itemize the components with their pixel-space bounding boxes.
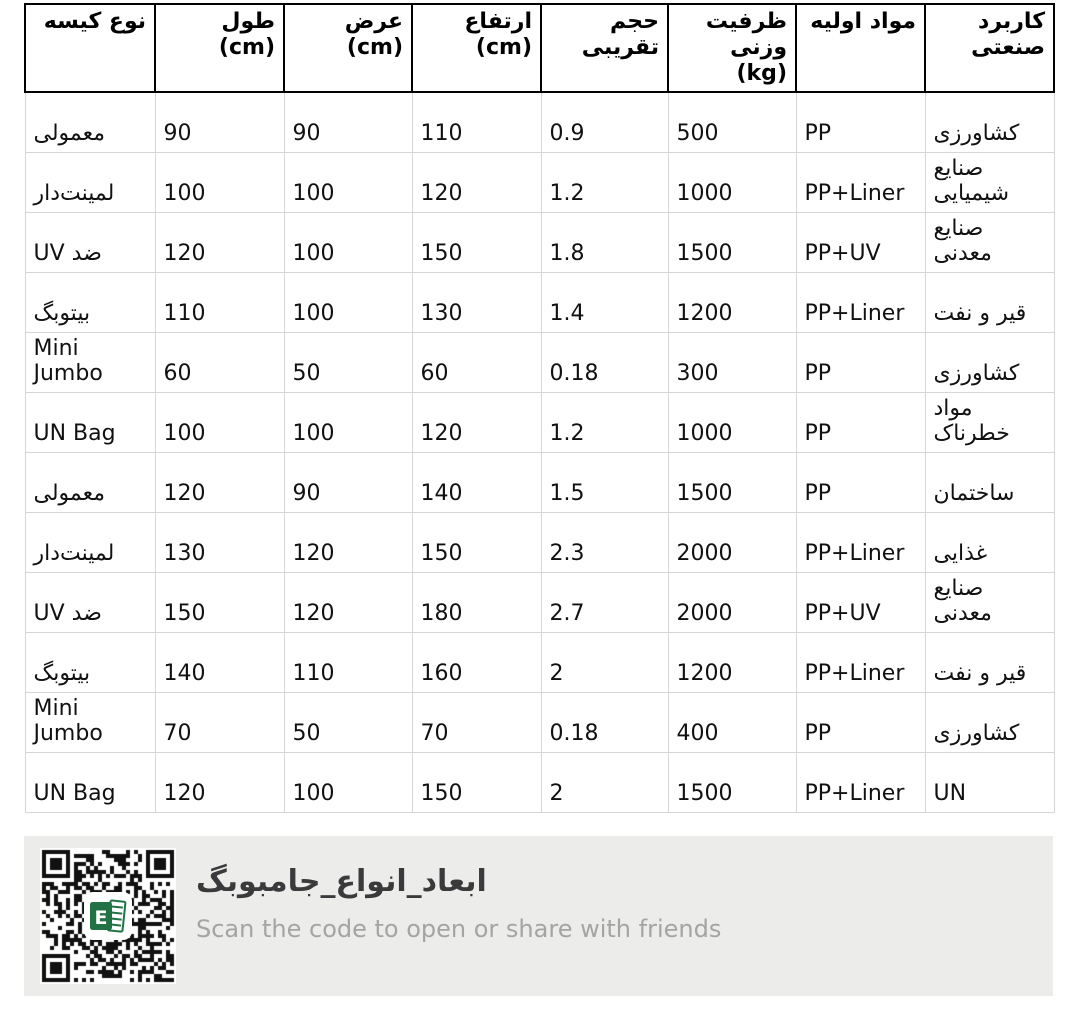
table-cell: 120 (155, 212, 284, 272)
header-cell-height-cm: ارتفاع (cm) (412, 4, 541, 92)
table-cell: 1500 (668, 212, 796, 272)
table-cell: 2.3 (541, 512, 668, 572)
table-cell: PP+UV (796, 212, 925, 272)
table-cell: لمینت‌دار (25, 152, 155, 212)
table-cell: 130 (155, 512, 284, 572)
table-cell: 120 (412, 392, 541, 452)
table-cell: 160 (412, 632, 541, 692)
svg-text:E: E (94, 907, 108, 929)
table-cell: 2000 (668, 512, 796, 572)
table-cell: 50 (284, 332, 412, 392)
table-row (25, 512, 1054, 572)
table-cell: 1500 (668, 752, 796, 812)
table-cell: 70 (412, 692, 541, 752)
table-cell: UN Bag (25, 752, 155, 812)
table-row (25, 152, 1054, 212)
table-cell: 70 (155, 692, 284, 752)
table-cell: قیر و نفت (925, 272, 1054, 332)
table-cell: PP+Liner (796, 512, 925, 572)
table-cell: 90 (284, 452, 412, 512)
table-cell: UN Bag (25, 392, 155, 452)
table-cell: معمولی (25, 92, 155, 152)
footer-subtitle: Scan the code to open or share with friends (196, 915, 722, 943)
table-cell: کشاورزی (925, 92, 1054, 152)
table-cell: 60 (412, 332, 541, 392)
table-row (25, 752, 1054, 812)
table-row (25, 572, 1054, 632)
table-row (25, 392, 1054, 452)
table-cell: 1.5 (541, 452, 668, 512)
header-cell-length-cm: طول (cm) (155, 4, 284, 92)
table-cell: 120 (155, 752, 284, 812)
table-cell: 0.9 (541, 92, 668, 152)
table-cell: 1.4 (541, 272, 668, 332)
table-cell: 90 (155, 92, 284, 152)
table-cell: 180 (412, 572, 541, 632)
header-cell-approx-volume: حجم تقریبی (541, 4, 668, 92)
table-cell: 1000 (668, 392, 796, 452)
table-cell: 110 (284, 632, 412, 692)
table-row (25, 272, 1054, 332)
table-cell: 300 (668, 332, 796, 392)
header-cell-weight-capacity: ظرفیت وزنی (kg) (668, 4, 796, 92)
table-cell: 2 (541, 752, 668, 812)
table-cell: 0.18 (541, 332, 668, 392)
table-cell: 100 (284, 752, 412, 812)
table-cell: PP (796, 452, 925, 512)
header-cell-bag-type: نوع کیسه (25, 4, 155, 92)
table-row (25, 212, 1054, 272)
table-cell: 500 (668, 92, 796, 152)
table-cell: مواد خطرناک (925, 392, 1054, 452)
table-cell: کشاورزی (925, 332, 1054, 392)
table-cell: 2000 (668, 572, 796, 632)
table-cell: 140 (155, 632, 284, 692)
table-cell: 120 (284, 572, 412, 632)
table-cell: 110 (412, 92, 541, 152)
table-cell: ضد UV (25, 212, 155, 272)
header-cell-width-cm: عرض (cm) (284, 4, 412, 92)
table-cell: 1.8 (541, 212, 668, 272)
table-cell: لمینت‌دار (25, 512, 155, 572)
table-header-row (25, 4, 1054, 92)
table-cell: PP (796, 392, 925, 452)
header-cell-raw-material: مواد اولیه (796, 4, 925, 92)
table-row (25, 92, 1054, 152)
table-cell: 60 (155, 332, 284, 392)
table-cell: 1000 (668, 152, 796, 212)
table-cell: PP+Liner (796, 272, 925, 332)
excel-logo-icon (84, 892, 132, 940)
table-cell: 150 (155, 572, 284, 632)
table-cell: 100 (284, 212, 412, 272)
table-cell: ساختمان (925, 452, 1054, 512)
table-cell: 100 (284, 272, 412, 332)
table-cell: UN (925, 752, 1054, 812)
table-cell: 150 (412, 212, 541, 272)
table-cell: 2.7 (541, 572, 668, 632)
table-cell: 100 (284, 152, 412, 212)
table-cell: Mini Jumbo (25, 332, 155, 392)
table-cell: صنایع معدنی (925, 212, 1054, 272)
table-cell: کشاورزی (925, 692, 1054, 752)
table-cell: 150 (412, 752, 541, 812)
table-cell: معمولی (25, 452, 155, 512)
table-cell: 1500 (668, 452, 796, 512)
table-cell: 120 (284, 512, 412, 572)
table-cell: غذایی (925, 512, 1054, 572)
table-cell: 400 (668, 692, 796, 752)
table-row (25, 632, 1054, 692)
table-cell: Mini Jumbo (25, 692, 155, 752)
table-cell: قیر و نفت (925, 632, 1054, 692)
table-cell: 140 (412, 452, 541, 512)
table-cell: PP+Liner (796, 632, 925, 692)
table-cell: 100 (155, 392, 284, 452)
table-cell: 2 (541, 632, 668, 692)
table-cell: PP (796, 692, 925, 752)
table-cell: 110 (155, 272, 284, 332)
table-cell: PP+Liner (796, 752, 925, 812)
table-cell: PP+Liner (796, 152, 925, 212)
table-cell: 1.2 (541, 392, 668, 452)
footer-title: ابعاد_انواع_جامبوبگ (196, 864, 487, 899)
table-cell: 1.2 (541, 152, 668, 212)
qr-code (40, 848, 176, 984)
bag-types-table (24, 3, 1055, 813)
table-cell: 150 (412, 512, 541, 572)
table-cell: صنایع شیمیایی (925, 152, 1054, 212)
table-cell: ضد UV (25, 572, 155, 632)
table-cell: بیتوبگ (25, 632, 155, 692)
table-row (25, 452, 1054, 512)
table-row (25, 692, 1054, 752)
table-cell: 120 (412, 152, 541, 212)
table-cell: PP (796, 332, 925, 392)
header-cell-industrial-use: کاربرد صنعتی (925, 4, 1054, 92)
table-cell: 100 (284, 392, 412, 452)
table-cell: 100 (155, 152, 284, 212)
table-cell: PP (796, 92, 925, 152)
footer-banner (24, 836, 1053, 996)
table-cell: بیتوبگ (25, 272, 155, 332)
table-cell: 120 (155, 452, 284, 512)
table-cell: 90 (284, 92, 412, 152)
table-cell: 0.18 (541, 692, 668, 752)
table-cell: صنایع معدنی (925, 572, 1054, 632)
table-cell: 130 (412, 272, 541, 332)
table-cell: 1200 (668, 632, 796, 692)
table-cell: PP+UV (796, 572, 925, 632)
table-row (25, 332, 1054, 392)
table-cell: 50 (284, 692, 412, 752)
table-cell: 1200 (668, 272, 796, 332)
